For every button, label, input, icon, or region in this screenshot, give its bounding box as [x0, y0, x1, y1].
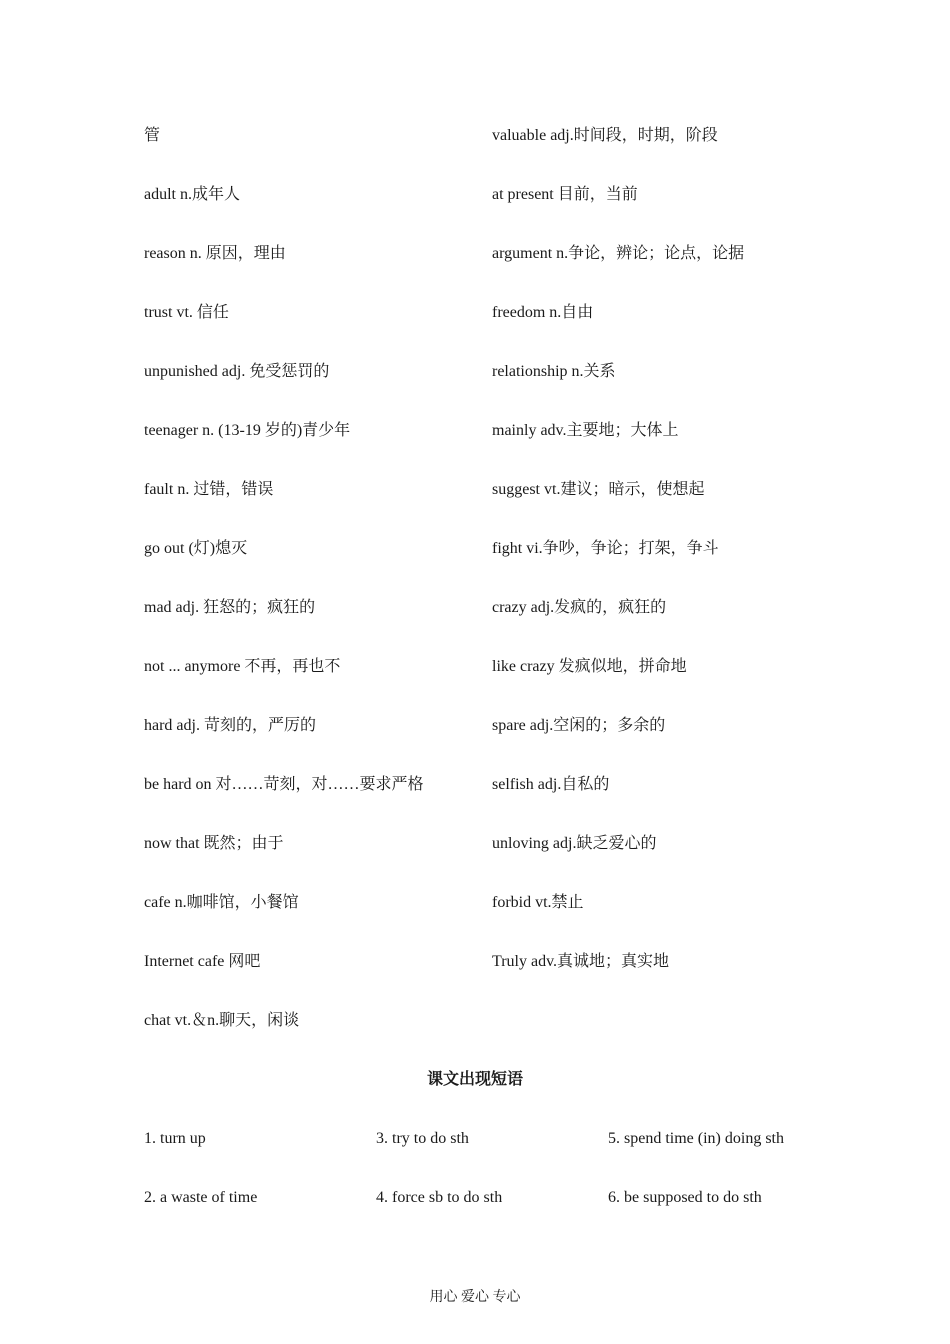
vocab-entry: like crazy 发疯似地，拼命地: [492, 658, 687, 675]
phrase-item: 2. a waste of time: [144, 1189, 258, 1206]
vocab-row: [144, 655, 844, 714]
vocab-row: [144, 596, 844, 655]
vocab-entry: fault n. 过错，错误: [144, 481, 274, 498]
vocab-row: [144, 419, 844, 478]
vocab-entry: unpunished adj. 免受惩罚的: [144, 363, 330, 380]
vocab-row: [144, 1009, 844, 1068]
vocab-entry: spare adj.空闲的；多余的: [492, 717, 666, 734]
vocab-entry: Internet cafe 网吧: [144, 953, 261, 970]
vocab-entry: selfish adj.自私的: [492, 776, 610, 793]
vocab-entry: at present 目前，当前: [492, 186, 638, 203]
phrase-item: 6. be supposed to do sth: [608, 1189, 762, 1206]
vocab-row: [144, 773, 844, 832]
vocab-entry: Truly adv.真诚地；真实地: [492, 953, 670, 970]
vocab-row: [144, 714, 844, 773]
vocab-row: [144, 301, 844, 360]
vocab-row: [144, 360, 844, 419]
vocab-row: [144, 183, 844, 242]
vocab-entry: forbid vt.禁止: [492, 894, 584, 911]
vocab-entry: cafe n.咖啡馆，小餐馆: [144, 894, 299, 911]
vocab-entry: relationship n.关系: [492, 363, 616, 380]
vocab-entry: teenager n. (13-19 岁的)青少年: [144, 422, 351, 439]
vocab-row: [144, 124, 844, 183]
phrase-list: [144, 1127, 844, 1245]
vocab-entry: not ... anymore 不再，再也不: [144, 658, 341, 675]
vocab-entry: valuable adj.时间段，时期，阶段: [492, 127, 718, 144]
vocab-entry: mainly adv.主要地；大体上: [492, 422, 679, 439]
vocab-entry: suggest vt.建议；暗示，使想起: [492, 481, 705, 498]
vocab-entry: mad adj. 狂怒的；疯狂的: [144, 599, 316, 616]
vocab-entry: unloving adj.缺乏爱心的: [492, 835, 657, 852]
vocab-entry: argument n.争论，辨论；论点，论据: [492, 245, 745, 262]
page-footer: 用心 爱心 专心: [429, 1290, 521, 1305]
vocab-row: [144, 891, 844, 950]
vocab-entry: adult n.成年人: [144, 186, 240, 203]
vocab-row: [144, 478, 844, 537]
vocab-entry: hard adj. 苛刻的，严厉的: [144, 717, 316, 734]
phrase-item: 3. try to do sth: [376, 1130, 469, 1147]
vocab-entry: reason n. 原因，理由: [144, 245, 286, 262]
vocab-entry: trust vt. 信任: [144, 304, 229, 321]
vocab-entry: go out (灯)熄灭: [144, 540, 248, 557]
phrase-item: 4. force sb to do sth: [376, 1189, 503, 1206]
vocab-entry: now that 既然；由于: [144, 835, 284, 852]
vocabulary-list: [144, 124, 844, 1068]
vocab-entry: freedom n.自由: [492, 304, 594, 321]
vocab-entry: be hard on 对……苛刻，对……要求严格: [144, 776, 424, 793]
vocab-entry: crazy adj.发疯的，疯狂的: [492, 599, 667, 616]
phrase-item: 1. turn up: [144, 1130, 206, 1147]
phrase-row: [144, 1127, 844, 1186]
vocab-row: [144, 537, 844, 596]
vocab-row: [144, 832, 844, 891]
vocab-row: [144, 242, 844, 301]
vocab-entry: chat vt.＆n.聊天，闲谈: [144, 1012, 300, 1029]
section-heading: 课文出现短语: [426, 1071, 523, 1088]
phrase-row: [144, 1186, 844, 1245]
phrase-item: 5. spend time (in) doing sth: [608, 1130, 784, 1147]
vocab-row: [144, 950, 844, 1009]
vocab-entry: fight vi.争吵，争论；打架，争斗: [492, 540, 719, 557]
vocab-entry: 管: [144, 127, 161, 144]
